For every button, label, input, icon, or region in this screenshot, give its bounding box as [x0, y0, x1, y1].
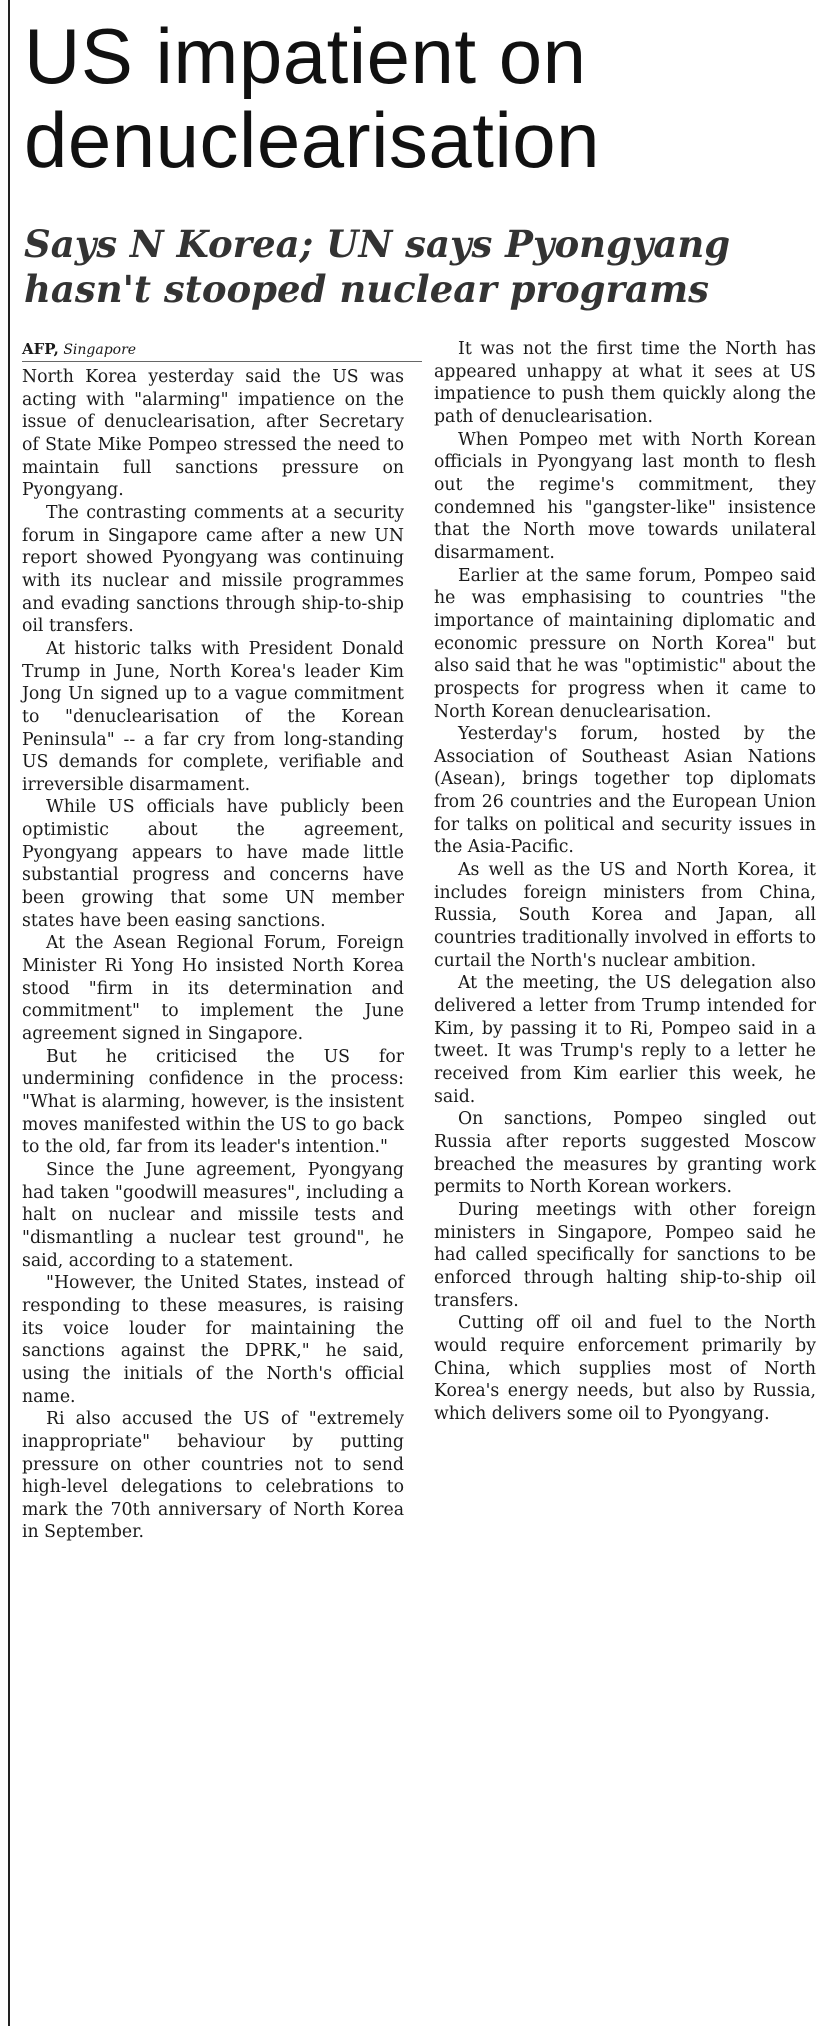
paragraph: Ri also accused the US of "extremely inappropriate" behaviour by putting pressure on other countries not to send high-level delegations to celebrations to mark the 70th anniversary of North Korea in September.	[22, 1409, 404, 1543]
paragraph: North Korea yesterday said the US was acting with "alarming" impatience on the issue of denuclearisation, after Secretary of State Mike Pompeo stressed the need to maintain full sanctions pressure on Pyongyang.	[22, 367, 404, 501]
paragraph: While US officials have publicly been optimistic about the agreement, Pyongyang appears to have made little substantial progress and concerns have been growing that some UN member states have been easing sanctions.	[22, 797, 404, 931]
paragraph: At historic talks with President Donald Trump in June, North Korea's leader Kim Jong Un signed up to a vague commitment to "denuclearisation of the Korean Peninsula" -- a far cry from long-standing US demands for complete, verifiable and irreversible disarmament.	[22, 638, 404, 795]
byline	[22, 338, 422, 362]
headline: US impatient on denuclearisation	[24, 12, 601, 184]
subheadline: Says N Korea; UN says Pyongyang hasn't stooped nuclear programs	[24, 222, 731, 311]
paragraph: The contrasting comments at a security forum in Singapore came after a new UN report showed Pyongyang was continuing with its nuclear and missile programmes and evading sanctions through ship-to-ship oil transfers.	[22, 502, 404, 637]
paragraph: "However, the United States, instead of responding to these measures, is raising its voice louder for maintaining the sanctions against the DPRK," he said, using the initials of the North's official name.	[22, 1273, 404, 1407]
paragraph: Earlier at the same forum, Pompeo said he was emphasising to countries "the importance of maintaining diplomatic and economic pressure on North Korea" but also said that he was "optimistic" about the prospects for progress when it came to North Korean denuclearisation.	[434, 565, 816, 722]
column-rule	[8, 0, 10, 2026]
paragraph: Yesterday's forum, hosted by the Association of Southeast Asian Nations (Asean), brings together top diplomats from 26 countries and the European Union for talks on political and security issues in the Asia-Pacific.	[434, 724, 816, 858]
article-column-right	[434, 338, 816, 1426]
paragraph: At the Asean Regional Forum, Foreign Minister Ri Yong Ho insisted North Korea stood "firm in its determination and commitment" to implement the June agreement signed in Singapore.	[22, 933, 404, 1045]
paragraph: When Pompeo met with North Korean officials in Pyongyang last month to flesh out the regime's commitment, they condemned his "gangster-like" insistence that the North move towards unilateral disarmament.	[434, 429, 816, 563]
paragraph: It was not the first time the North has appeared unhappy at what it sees at US impatience to push them quickly along the path of denuclearisation.	[434, 339, 816, 427]
paragraph: During meetings with other foreign ministers in Singapore, Pompeo said he had called specifically for sanctions to be enforced through halting ship-to-ship oil transfers.	[434, 1199, 816, 1311]
article-column-left	[22, 338, 404, 1544]
paragraph: Since the June agreement, Pyongyang had taken "goodwill measures", including a halt on nuclear and missile tests and "dismantling a nuclear test ground", he said, according to a statement.	[22, 1159, 404, 1271]
paragraph: On sanctions, Pompeo singled out Russia after reports suggested Moscow breached the measures by granting work permits to North Korean workers.	[434, 1109, 816, 1198]
paragraph: As well as the US and North Korea, it includes foreign ministers from China, Russia, South Korea and Japan, all countries traditionally involved in efforts to curtail the North's nuclear ambition.	[434, 860, 816, 971]
byline-location: Singapore	[63, 342, 137, 358]
paragraph: At the meeting, the US delegation also delivered a letter from Trump intended for Kim, by passing it to Ri, Pompeo said in a tweet. It was Trump's reply to a letter he received from Kim earlier this week, he said.	[434, 973, 816, 1107]
paragraph: But he criticised the US for undermining confidence in the process: "What is alarming, however, is the insistent moves manifested within the US to go back to the old, far from its leader's intention."	[22, 1046, 404, 1158]
paragraph: Cutting off oil and fuel to the North would require enforcement primarily by China, which supplies most of North Korea's energy needs, but also by Russia, which delivers some oil to Pyongyang.	[434, 1313, 816, 1424]
byline-agency: AFP,	[22, 340, 59, 358]
